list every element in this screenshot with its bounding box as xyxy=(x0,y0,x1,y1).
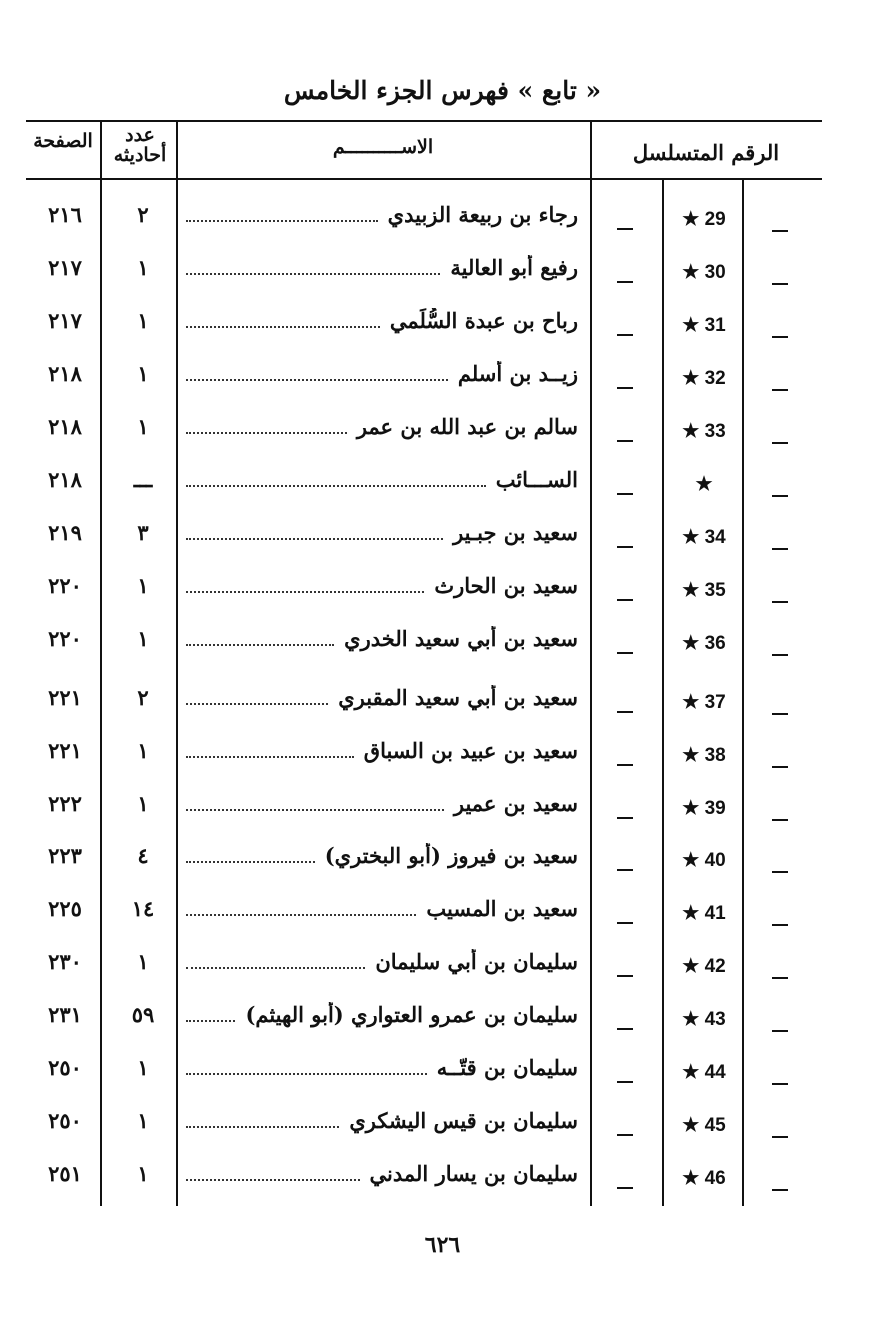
header-top-rule xyxy=(26,120,822,122)
row-name: سعيد بن أبي سعيد المقبري xyxy=(338,685,578,710)
dash-mark xyxy=(617,711,633,713)
header-name: الاســــــــــم xyxy=(332,136,434,158)
row-page: ٢٢٠ xyxy=(48,626,82,651)
serial-number: 31 xyxy=(704,315,726,336)
leader-dots xyxy=(186,575,424,593)
row-serial xyxy=(672,314,736,337)
header-bottom-rule xyxy=(26,178,822,180)
row-serial xyxy=(672,579,736,602)
row-name: سعيد بن الحارث xyxy=(434,573,578,598)
row-hadith-count: ١ xyxy=(137,738,149,763)
serial-number: 40 xyxy=(704,850,726,871)
serial-number: 37 xyxy=(704,692,726,713)
row-serial xyxy=(672,367,736,390)
row-name-cell xyxy=(186,685,578,715)
dash-mark xyxy=(617,1187,633,1189)
row-serial xyxy=(672,1167,736,1190)
dash-mark xyxy=(617,281,633,283)
row-page: ٢٥٠ xyxy=(48,1055,82,1080)
star-icon: ★ xyxy=(682,527,700,548)
star-icon: ★ xyxy=(682,1168,700,1189)
serial-number: 44 xyxy=(704,1062,726,1083)
row-hadith-count: ١ xyxy=(137,361,149,386)
dash-mark xyxy=(772,389,788,391)
leader-dots xyxy=(186,416,347,434)
leader-dots xyxy=(186,628,334,646)
dash-mark xyxy=(772,1136,788,1138)
star-icon: ★ xyxy=(682,315,700,336)
row-hadith-count: ـــ xyxy=(133,467,153,492)
dash-mark xyxy=(772,601,788,603)
leader-dots xyxy=(186,257,440,275)
row-page: ٢٥١ xyxy=(48,1161,82,1186)
row-serial xyxy=(672,473,736,496)
row-page: ٢١٩ xyxy=(48,520,82,545)
header-count-line1: عدد xyxy=(125,124,155,146)
dash-mark xyxy=(772,713,788,715)
row-page: ٢١٨ xyxy=(48,361,82,386)
row-name-cell xyxy=(186,1002,578,1032)
serial-number: 34 xyxy=(704,527,726,548)
row-serial xyxy=(672,420,736,443)
row-name-cell xyxy=(186,1055,578,1085)
star-icon: ★ xyxy=(682,209,700,230)
dash-mark xyxy=(617,764,633,766)
row-name-cell xyxy=(186,520,578,550)
serial-number: 45 xyxy=(704,1115,726,1136)
header-serial: الرقم المتسلسل xyxy=(632,140,780,165)
leader-dots xyxy=(186,1004,235,1022)
row-serial xyxy=(672,261,736,284)
row-hadith-count: ١٤ xyxy=(131,896,155,921)
serial-number: 38 xyxy=(704,745,726,766)
dash-mark xyxy=(617,1081,633,1083)
row-serial xyxy=(672,1061,736,1084)
row-serial xyxy=(672,1114,736,1137)
page-title: « تابع » فهرس الجزء الخامس xyxy=(283,76,602,105)
row-hadith-count: ٢ xyxy=(137,202,149,227)
row-name-cell xyxy=(186,255,578,285)
serial-number: 42 xyxy=(704,956,726,977)
row-hadith-count: ٥٩ xyxy=(131,1002,155,1027)
row-name-cell xyxy=(186,896,578,926)
row-name: رفيع أبو العالية xyxy=(450,255,578,280)
row-page: ٢١٧ xyxy=(48,255,82,280)
dash-mark xyxy=(617,546,633,548)
row-name: سليمان بن أبي سليمان xyxy=(375,949,578,974)
header-page: الصفحة xyxy=(33,130,93,152)
row-hadith-count: ١ xyxy=(137,1161,149,1186)
dash-mark xyxy=(772,442,788,444)
leader-dots xyxy=(186,1057,427,1075)
serial-number: 29 xyxy=(704,209,726,230)
dash-mark xyxy=(617,440,633,442)
dash-mark xyxy=(772,871,788,873)
row-serial xyxy=(672,744,736,767)
star-icon: ★ xyxy=(682,421,700,442)
serial-number: 46 xyxy=(704,1168,726,1189)
star-icon: ★ xyxy=(682,1062,700,1083)
dash-mark xyxy=(772,283,788,285)
row-serial xyxy=(672,955,736,978)
serial-number: 43 xyxy=(704,1009,726,1030)
row-name: سليمان بن عمرو العتواري (أبو الهيثم) xyxy=(245,1002,578,1027)
row-hadith-count: ١ xyxy=(137,308,149,333)
row-name: رباح بن عبدة السُّلَمي xyxy=(389,308,578,333)
serial-number: 36 xyxy=(704,633,726,654)
row-page: ٢٢١ xyxy=(48,738,82,763)
row-name: زيــد بن أسلم xyxy=(457,361,578,386)
dash-mark xyxy=(617,228,633,230)
row-name-cell xyxy=(186,361,578,391)
row-name: سعيد بن فيروز (أبو البختري) xyxy=(324,843,578,868)
row-page: ٢٢١ xyxy=(48,685,82,710)
dash-mark xyxy=(772,924,788,926)
row-name-cell xyxy=(186,843,578,873)
leader-dots xyxy=(186,363,448,381)
leader-dots xyxy=(186,898,416,916)
star-icon: ★ xyxy=(682,798,700,819)
dash-mark xyxy=(772,1083,788,1085)
star-icon: ★ xyxy=(682,1115,700,1136)
row-serial xyxy=(672,526,736,549)
row-name: سعيد بن عبيد بن السباق xyxy=(363,738,578,763)
leader-dots xyxy=(186,951,365,969)
leader-dots xyxy=(186,469,486,487)
header-count-line2: أحاديثه xyxy=(113,143,167,166)
star-icon: ★ xyxy=(682,850,700,871)
row-page: ٢١٦ xyxy=(48,202,82,227)
row-page: ٢٢٠ xyxy=(48,573,82,598)
dash-mark xyxy=(772,819,788,821)
dash-mark xyxy=(772,1030,788,1032)
dash-mark xyxy=(617,1028,633,1030)
star-icon: ★ xyxy=(682,956,700,977)
dash-mark xyxy=(772,766,788,768)
row-name: رجاء بن ربيعة الزبيدي xyxy=(387,202,578,227)
row-serial xyxy=(672,849,736,872)
row-name-cell xyxy=(186,738,578,768)
header-count xyxy=(104,126,176,166)
row-hadith-count: ١ xyxy=(137,949,149,974)
leader-dots xyxy=(186,1163,360,1181)
dash-mark xyxy=(772,1189,788,1191)
row-serial xyxy=(672,208,736,231)
dash-mark xyxy=(772,336,788,338)
row-name: سعيد بن عمير xyxy=(453,791,578,816)
row-page: ٢٥٠ xyxy=(48,1108,82,1133)
row-name: سعيد بن أبي سعيد الخدري xyxy=(344,626,578,651)
serial-number: 41 xyxy=(704,903,726,924)
star-icon: ★ xyxy=(695,474,713,495)
row-name-cell xyxy=(186,467,578,497)
row-hadith-count: ١ xyxy=(137,791,149,816)
column-divider-count xyxy=(176,120,178,1206)
dash-mark xyxy=(772,654,788,656)
column-divider-serial-left xyxy=(662,178,664,1206)
star-icon: ★ xyxy=(682,368,700,389)
row-serial xyxy=(672,902,736,925)
row-hadith-count: ٣ xyxy=(137,520,149,545)
row-page: ٢٢٥ xyxy=(48,896,82,921)
dash-mark xyxy=(617,817,633,819)
row-name: سليمان بن قيس اليشكري xyxy=(349,1108,578,1133)
row-page: ٢١٧ xyxy=(48,308,82,333)
leader-dots xyxy=(186,522,443,540)
row-page: ٢١٨ xyxy=(48,414,82,439)
row-hadith-count: ١ xyxy=(137,255,149,280)
dash-mark xyxy=(617,1134,633,1136)
dash-mark xyxy=(617,869,633,871)
column-divider-name xyxy=(590,120,592,1206)
row-page: ٢٢٢ xyxy=(48,791,82,816)
row-name: الســـائب xyxy=(495,467,578,492)
serial-number: 39 xyxy=(704,798,726,819)
dash-mark xyxy=(772,495,788,497)
row-hadith-count: ٤ xyxy=(137,843,149,868)
star-icon: ★ xyxy=(682,1009,700,1030)
row-name-cell xyxy=(186,573,578,603)
star-icon: ★ xyxy=(682,745,700,766)
dash-mark xyxy=(617,599,633,601)
row-hadith-count: ١ xyxy=(137,1108,149,1133)
row-name-cell xyxy=(186,308,578,338)
dash-mark xyxy=(617,334,633,336)
star-icon: ★ xyxy=(682,580,700,601)
dash-mark xyxy=(772,977,788,979)
row-serial xyxy=(672,632,736,655)
dash-mark xyxy=(617,922,633,924)
row-name-cell xyxy=(186,202,578,232)
star-icon: ★ xyxy=(682,903,700,924)
row-name-cell xyxy=(186,626,578,656)
dash-mark xyxy=(772,548,788,550)
row-name: سعيد بن جبـير xyxy=(453,520,578,545)
star-icon: ★ xyxy=(682,633,700,654)
row-page: ٢٢٣ xyxy=(48,843,82,868)
column-divider-page xyxy=(100,120,102,1206)
star-icon: ★ xyxy=(682,262,700,283)
leader-dots xyxy=(186,845,315,863)
row-hadith-count: ٢ xyxy=(137,685,149,710)
row-name-cell xyxy=(186,949,578,979)
leader-dots xyxy=(186,687,328,705)
row-name: سعيد بن المسيب xyxy=(426,896,578,921)
row-serial xyxy=(672,1008,736,1031)
dash-mark xyxy=(617,652,633,654)
row-name-cell xyxy=(186,1161,578,1191)
serial-number: 33 xyxy=(704,421,726,442)
row-hadith-count: ١ xyxy=(137,414,149,439)
row-name-cell xyxy=(186,791,578,821)
row-name: سالم بن عبد الله بن عمر xyxy=(356,414,578,439)
row-serial xyxy=(672,691,736,714)
column-divider-serial-right xyxy=(742,178,744,1206)
star-icon: ★ xyxy=(682,692,700,713)
leader-dots xyxy=(186,793,444,811)
row-hadith-count: ١ xyxy=(137,1055,149,1080)
dash-mark xyxy=(772,230,788,232)
leader-dots xyxy=(186,740,354,758)
leader-dots xyxy=(186,204,378,222)
serial-number: 30 xyxy=(704,262,726,283)
leader-dots xyxy=(186,1110,339,1128)
row-name-cell xyxy=(186,414,578,444)
page-number: ٦٢٦ xyxy=(424,1232,461,1258)
serial-number: 32 xyxy=(704,368,726,389)
serial-number: 35 xyxy=(704,580,726,601)
row-name: سليمان بن يسار المدني xyxy=(369,1161,578,1186)
row-serial xyxy=(672,797,736,820)
row-page: ٢٣١ xyxy=(48,1002,82,1027)
row-name: سليمان بن قتّــه xyxy=(436,1055,578,1080)
dash-mark xyxy=(617,493,633,495)
dash-mark xyxy=(617,387,633,389)
leader-dots xyxy=(186,310,380,328)
row-hadith-count: ١ xyxy=(137,573,149,598)
row-hadith-count: ١ xyxy=(137,626,149,651)
row-page: ٢١٨ xyxy=(48,467,82,492)
row-page: ٢٣٠ xyxy=(48,949,82,974)
row-name-cell xyxy=(186,1108,578,1138)
dash-mark xyxy=(617,975,633,977)
